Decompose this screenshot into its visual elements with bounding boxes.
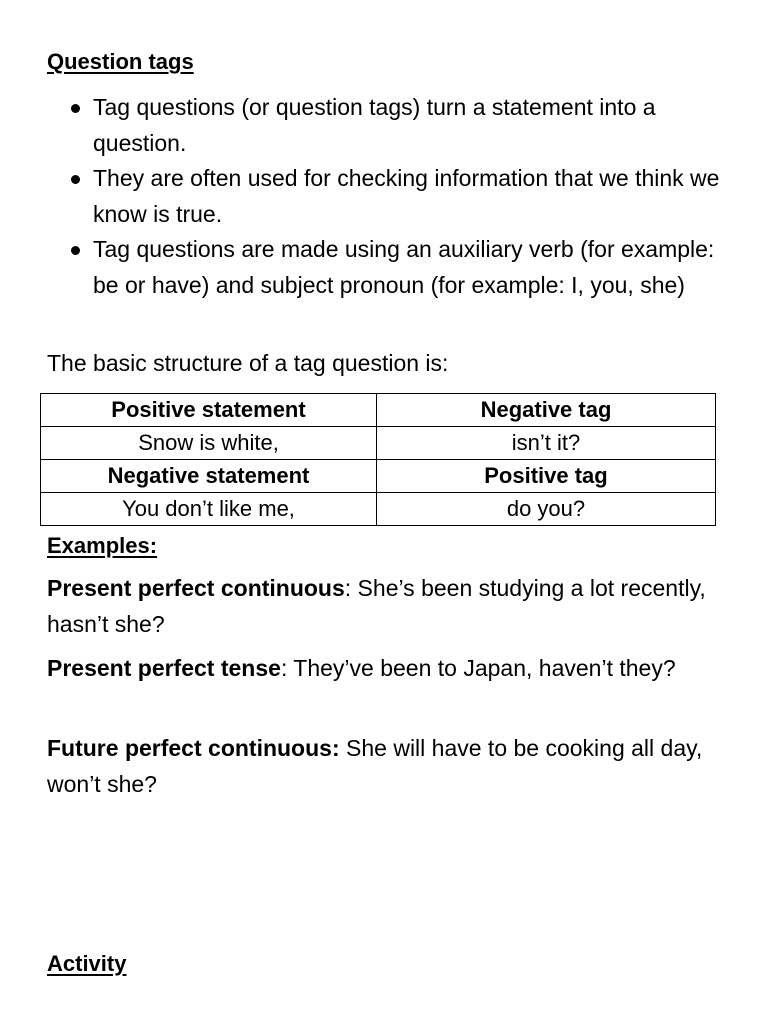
- table-cell: Negative statement: [41, 460, 377, 493]
- bullet-text: Tag questions are made using an auxiliary verb (for example: be or have) and subject pronoun (for example: I, you, she): [93, 236, 715, 298]
- activity-heading: Activity: [47, 951, 127, 976]
- structure-intro: The basic structure of a tag question is:: [47, 350, 449, 376]
- bullet-icon: [71, 246, 80, 255]
- list-item: [47, 90, 737, 161]
- example-sentence: : They’ve been to Japan, haven’t they?: [280, 655, 676, 681]
- table-row: [41, 493, 716, 526]
- table-cell: Positive tag: [377, 460, 716, 493]
- bullet-icon: [71, 104, 80, 113]
- table-row: [41, 394, 716, 427]
- bullet-text: They are often used for checking information that we think we know is true.: [93, 165, 720, 227]
- tag-structure-table: [40, 393, 716, 526]
- table-row: [41, 427, 716, 460]
- table-cell: do you?: [377, 493, 716, 526]
- bullet-list: [47, 90, 737, 303]
- example-term: Present perfect continuous: [47, 575, 345, 601]
- table-cell: isn’t it?: [377, 427, 716, 460]
- table-cell: Snow is white,: [41, 427, 377, 460]
- table-row: [41, 460, 716, 493]
- example-paragraph: [47, 731, 737, 802]
- table-cell: Positive statement: [41, 394, 377, 427]
- bullet-icon: [71, 175, 80, 184]
- table-cell: You don’t like me,: [41, 493, 377, 526]
- list-item: [47, 232, 737, 303]
- list-item: [47, 161, 737, 232]
- examples-heading: Examples:: [47, 533, 158, 558]
- example-term: Present perfect tense: [47, 655, 281, 681]
- table-cell: Negative tag: [377, 394, 716, 427]
- example-paragraph: [47, 651, 737, 687]
- page-title: Question tags: [47, 49, 194, 74]
- bullet-text: Tag questions (or question tags) turn a statement into a question.: [93, 94, 656, 156]
- example-term: Future perfect continuous:: [47, 735, 340, 761]
- example-paragraph: [47, 571, 737, 642]
- example-sentence: She will have to be cooking all day, won’t she?: [47, 735, 703, 797]
- example-sentence: : She’s been studying a lot recently, hasn’t she?: [47, 575, 706, 637]
